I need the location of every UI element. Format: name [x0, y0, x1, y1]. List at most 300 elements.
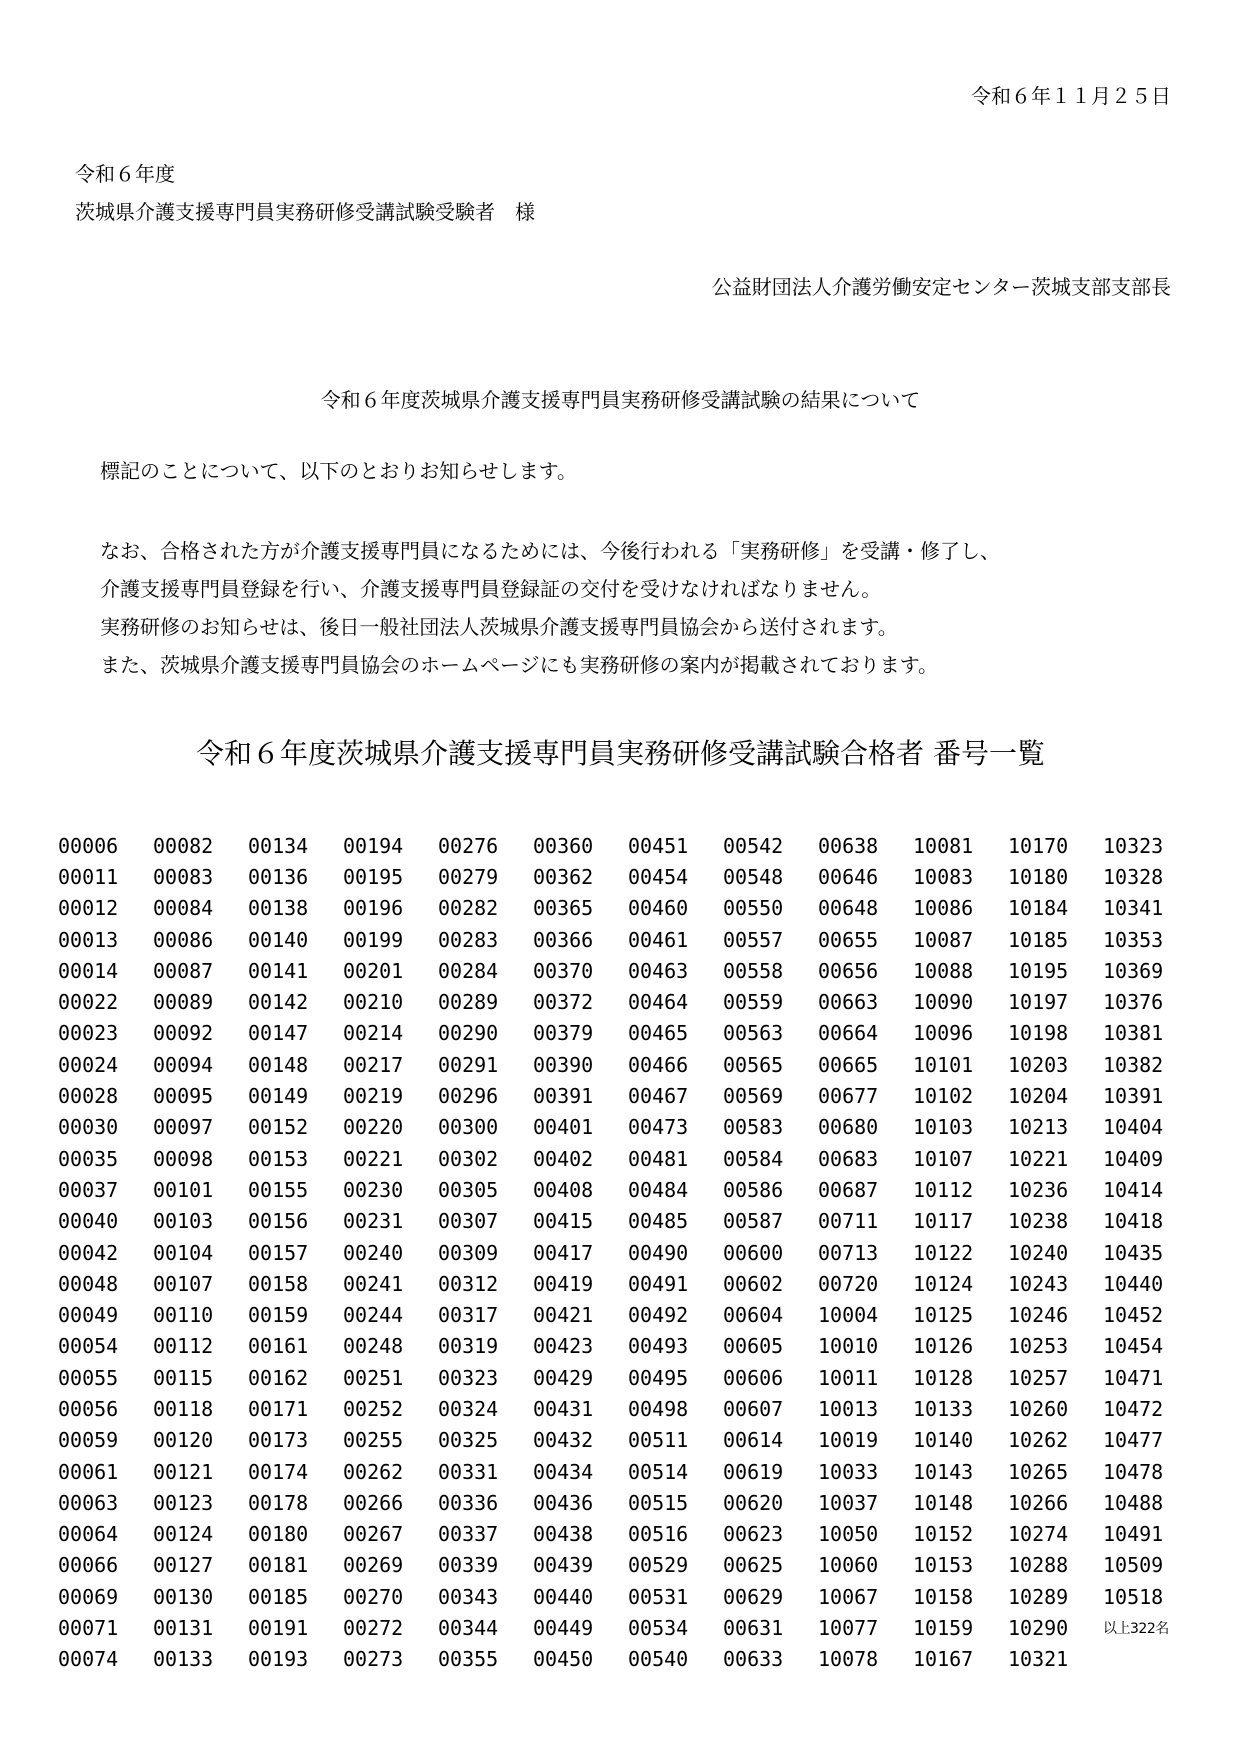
passer-number: 00219: [343, 1084, 404, 1109]
passer-number: 00101: [153, 1177, 214, 1202]
passer-number: 00498: [628, 1396, 689, 1421]
passer-number: 10148: [913, 1490, 974, 1515]
passer-number: 00140: [248, 927, 309, 952]
passer-number: 00152: [248, 1115, 309, 1140]
passer-number: 00006: [58, 833, 119, 858]
passer-number: 00490: [628, 1240, 689, 1265]
passer-number: 00460: [628, 896, 689, 921]
body-line: 介護支援専門員登録を行い、介護支援専門員登録証の交付を受けなければなりません。: [100, 577, 882, 601]
grid-row: [58, 1393, 1238, 1424]
passer-number: 00607: [723, 1396, 784, 1421]
passer-number: 00157: [248, 1240, 309, 1265]
passer-number: 00464: [628, 990, 689, 1015]
passer-number: 00663: [818, 990, 879, 1015]
passer-number: 00185: [248, 1584, 309, 1609]
passer-number: 10381: [1103, 1021, 1164, 1046]
passer-number: 00417: [533, 1240, 594, 1265]
grid-row: [58, 1456, 1238, 1487]
passer-number: 10266: [1008, 1490, 1069, 1515]
passer-number: 00465: [628, 1021, 689, 1046]
passer-number: 00317: [438, 1303, 499, 1328]
passer-number: 00054: [58, 1334, 119, 1359]
passer-number: 00300: [438, 1115, 499, 1140]
passer-number: 00429: [533, 1365, 594, 1390]
passer-number: 10289: [1008, 1584, 1069, 1609]
grid-row: [58, 1080, 1238, 1111]
passer-number: 00324: [438, 1396, 499, 1421]
passer-number: 10011: [818, 1365, 879, 1390]
passer-number: 00063: [58, 1490, 119, 1515]
passer-number: 00087: [153, 958, 214, 983]
passer-number: 10124: [913, 1271, 974, 1296]
grid-row: [58, 1644, 1238, 1675]
passer-number: 10328: [1103, 864, 1164, 889]
passer-number: 00138: [248, 896, 309, 921]
passer-number: 00550: [723, 896, 784, 921]
passer-number: 00307: [438, 1209, 499, 1234]
passer-number: 00440: [533, 1584, 594, 1609]
passer-number: 00118: [153, 1396, 214, 1421]
passer-number: 00629: [723, 1584, 784, 1609]
passer-number: 00466: [628, 1052, 689, 1077]
passer-number: 00282: [438, 896, 499, 921]
passer-number: 00252: [343, 1396, 404, 1421]
passer-number: 00055: [58, 1365, 119, 1390]
passer-number: 00194: [343, 833, 404, 858]
passer-number: 10033: [818, 1459, 879, 1484]
passer-number: 10060: [818, 1553, 879, 1578]
passer-number: 00024: [58, 1052, 119, 1077]
passer-number: 10418: [1103, 1209, 1164, 1234]
passer-number: 00248: [343, 1334, 404, 1359]
passer-number: 10112: [913, 1177, 974, 1202]
passer-number: 10452: [1103, 1303, 1164, 1328]
passer-number: 00290: [438, 1021, 499, 1046]
grid-row: [58, 1487, 1238, 1518]
grid-row: [58, 861, 1238, 892]
passer-number: 10204: [1008, 1084, 1069, 1109]
body-paragraph-1: 標記のことについて、以下のとおりお知らせします。: [100, 459, 577, 483]
passer-number: 00421: [533, 1303, 594, 1328]
passer-number: 00515: [628, 1490, 689, 1515]
passer-number: 10518: [1103, 1584, 1164, 1609]
passer-number: 00531: [628, 1584, 689, 1609]
passer-number: 00074: [58, 1647, 119, 1672]
passer-number: 10238: [1008, 1209, 1069, 1234]
passer-number: 00127: [153, 1553, 214, 1578]
passer-number: 00391: [533, 1084, 594, 1109]
passer-number: 00269: [343, 1553, 404, 1578]
document-date: 令和６年１１月２５日: [971, 84, 1171, 108]
passer-number: 00121: [153, 1459, 214, 1484]
passer-number: 00495: [628, 1365, 689, 1390]
passer-number: 00191: [248, 1616, 309, 1641]
passer-number: 00244: [343, 1303, 404, 1328]
passer-number: 10167: [913, 1647, 974, 1672]
passer-number: 00337: [438, 1522, 499, 1547]
passer-number: 00061: [58, 1459, 119, 1484]
passer-number: 10509: [1103, 1553, 1164, 1578]
passer-number: 00134: [248, 833, 309, 858]
grid-row: [58, 1362, 1238, 1393]
passer-number: 00266: [343, 1490, 404, 1515]
passer-number: 10081: [913, 833, 974, 858]
passer-number: 00485: [628, 1209, 689, 1234]
grid-row: [58, 830, 1238, 861]
passer-number: 00141: [248, 958, 309, 983]
passer-number: 00255: [343, 1428, 404, 1453]
passer-number: 00516: [628, 1522, 689, 1547]
passer-number: 10409: [1103, 1146, 1164, 1171]
passer-number: 00711: [818, 1209, 879, 1234]
passer-number: 00604: [723, 1303, 784, 1328]
passer-number: 00493: [628, 1334, 689, 1359]
passer-number: 00687: [818, 1177, 879, 1202]
passer-number: 10117: [913, 1209, 974, 1234]
passer-number: 00548: [723, 864, 784, 889]
passer-number: 00339: [438, 1553, 499, 1578]
passer-number: 00056: [58, 1396, 119, 1421]
passer-number: 00619: [723, 1459, 784, 1484]
passer-number: 00156: [248, 1209, 309, 1234]
passer-number: 00664: [818, 1021, 879, 1046]
grid-row: [58, 924, 1238, 955]
passer-number: 10087: [913, 927, 974, 952]
grid-row: [58, 1612, 1238, 1643]
passer-number: 10037: [818, 1490, 879, 1515]
passer-number: 00066: [58, 1553, 119, 1578]
passer-number: 00305: [438, 1177, 499, 1202]
passer-number: 00583: [723, 1115, 784, 1140]
passer-number: 00325: [438, 1428, 499, 1453]
passer-number: 00064: [58, 1522, 119, 1547]
passer-number: 10010: [818, 1334, 879, 1359]
passer-number: 00089: [153, 990, 214, 1015]
passer-number: 00201: [343, 958, 404, 983]
grid-row: [58, 1331, 1238, 1362]
passer-number: 00625: [723, 1553, 784, 1578]
passer-number: 00196: [343, 896, 404, 921]
grid-row: [58, 1206, 1238, 1237]
passer-number: 10213: [1008, 1115, 1069, 1140]
passer-number: 00370: [533, 958, 594, 983]
passer-number: 10203: [1008, 1052, 1069, 1077]
passer-number: 10158: [913, 1584, 974, 1609]
passer-number: 00158: [248, 1271, 309, 1296]
fiscal-year: 令和６年度: [75, 162, 175, 186]
addressee: 茨城県介護支援専門員実務研修受講試験受験者 様: [75, 200, 535, 224]
passer-number: 10341: [1103, 896, 1164, 921]
passer-number: 10435: [1103, 1240, 1164, 1265]
passer-number: 00431: [533, 1396, 594, 1421]
passer-number: 00097: [153, 1115, 214, 1140]
passer-number: 00241: [343, 1271, 404, 1296]
passer-number: 00439: [533, 1553, 594, 1578]
passer-number: 00210: [343, 990, 404, 1015]
passer-number: 00600: [723, 1240, 784, 1265]
passer-number: 00584: [723, 1146, 784, 1171]
passer-number: 00173: [248, 1428, 309, 1453]
grid-row: [58, 1143, 1238, 1174]
passer-number: 10197: [1008, 990, 1069, 1015]
passer-number: 00461: [628, 927, 689, 952]
passer-number: 00331: [438, 1459, 499, 1484]
passer-number: 00631: [723, 1616, 784, 1641]
passer-number: 00362: [533, 864, 594, 889]
passer-number: 00309: [438, 1240, 499, 1265]
passer-number: 10013: [818, 1396, 879, 1421]
passer-number: 10288: [1008, 1553, 1069, 1578]
passer-number: 10353: [1103, 927, 1164, 952]
passer-number: 10143: [913, 1459, 974, 1484]
passer-number: 00048: [58, 1271, 119, 1296]
passer-number: 00095: [153, 1084, 214, 1109]
passer-number: 10140: [913, 1428, 974, 1453]
passer-number: 00463: [628, 958, 689, 983]
passer-number: 10152: [913, 1522, 974, 1547]
passer-number: 00713: [818, 1240, 879, 1265]
passer-number: 00454: [628, 864, 689, 889]
passer-number: 10107: [913, 1146, 974, 1171]
passer-number: 00131: [153, 1616, 214, 1641]
passer-number: 00557: [723, 927, 784, 952]
passer-number: 00450: [533, 1647, 594, 1672]
passer-number: 10185: [1008, 927, 1069, 952]
grid-row: [58, 955, 1238, 986]
passer-number: 10102: [913, 1084, 974, 1109]
passer-number: 10086: [913, 896, 974, 921]
grid-row: [58, 1519, 1238, 1550]
passer-number: 00130: [153, 1584, 214, 1609]
passer-number: 00149: [248, 1084, 309, 1109]
passer-number: 00365: [533, 896, 594, 921]
passer-number: 00542: [723, 833, 784, 858]
passer-number: 00142: [248, 990, 309, 1015]
passer-number: 10491: [1103, 1522, 1164, 1547]
passer-number: 00133: [153, 1647, 214, 1672]
passer-number: 00360: [533, 833, 594, 858]
passer-number: 00449: [533, 1616, 594, 1641]
passer-number: 00401: [533, 1115, 594, 1140]
grid-row: [58, 1299, 1238, 1330]
passer-number: 00296: [438, 1084, 499, 1109]
passer-number: 00677: [818, 1084, 879, 1109]
passer-number: 00605: [723, 1334, 784, 1359]
passer-number: 00023: [58, 1021, 119, 1046]
passer-number: 10376: [1103, 990, 1164, 1015]
passer-number: 00083: [153, 864, 214, 889]
passer-number: 00231: [343, 1209, 404, 1234]
passer-number: 10369: [1103, 958, 1164, 983]
passer-number: 00720: [818, 1271, 879, 1296]
passer-number: 00680: [818, 1115, 879, 1140]
passer-number: 00199: [343, 927, 404, 952]
passer-number: 10050: [818, 1522, 879, 1547]
passer-number: 10290: [1008, 1616, 1069, 1641]
passer-number: 00042: [58, 1240, 119, 1265]
passer-number: 00484: [628, 1177, 689, 1202]
passer-number: 00587: [723, 1209, 784, 1234]
passer-number: 00155: [248, 1177, 309, 1202]
passer-number: 10221: [1008, 1146, 1069, 1171]
passer-number: 00491: [628, 1271, 689, 1296]
passer-number: 00372: [533, 990, 594, 1015]
passer-number: 00040: [58, 1209, 119, 1234]
passer-number: 10103: [913, 1115, 974, 1140]
passer-number: 00492: [628, 1303, 689, 1328]
grid-row: [58, 1049, 1238, 1080]
passer-number: 00655: [818, 927, 879, 952]
grid-row: [58, 1237, 1238, 1268]
passer-number: 00665: [818, 1052, 879, 1077]
passer-number: 10159: [913, 1616, 974, 1641]
passer-number: 00028: [58, 1084, 119, 1109]
passer-number: 00195: [343, 864, 404, 889]
passer-number: 00181: [248, 1553, 309, 1578]
passer-number: 10414: [1103, 1177, 1164, 1202]
passer-number: 00262: [343, 1459, 404, 1484]
grid-row: [58, 1018, 1238, 1049]
passer-number: 00272: [343, 1616, 404, 1641]
passer-number: 10125: [913, 1303, 974, 1328]
passer-number: 10321: [1008, 1647, 1069, 1672]
passer-number: 00120: [153, 1428, 214, 1453]
passer-number: 00107: [153, 1271, 214, 1296]
subject-line: 令和６年度茨城県介護支援専門員実務研修受講試験の結果について: [320, 388, 921, 412]
passer-number: 00112: [153, 1334, 214, 1359]
passer-number: 00124: [153, 1522, 214, 1547]
passer-number: 10265: [1008, 1459, 1069, 1484]
passer-number: 10090: [913, 990, 974, 1015]
passer-number: 10391: [1103, 1084, 1164, 1109]
passer-number: 00646: [818, 864, 879, 889]
passer-number: 10153: [913, 1553, 974, 1578]
passer-number: 00540: [628, 1647, 689, 1672]
passer-number: 10184: [1008, 896, 1069, 921]
passer-number: 00230: [343, 1177, 404, 1202]
passer-number: 10198: [1008, 1021, 1069, 1046]
passer-number: 10240: [1008, 1240, 1069, 1265]
passer-number: 00037: [58, 1177, 119, 1202]
passer-number: 00423: [533, 1334, 594, 1359]
body-line: また、茨城県介護支援専門員協会のホームページにも実務研修の案内が掲載されております。: [100, 653, 938, 677]
passer-number: 00302: [438, 1146, 499, 1171]
passer-number: 10404: [1103, 1115, 1164, 1140]
passer-number: 00289: [438, 990, 499, 1015]
passer-number: 00115: [153, 1365, 214, 1390]
total-count-note: 以上322名: [1103, 1621, 1169, 1638]
passer-number: 10077: [818, 1616, 879, 1641]
passer-number: 00267: [343, 1522, 404, 1547]
passer-number: 10477: [1103, 1428, 1164, 1453]
passer-number: 10260: [1008, 1396, 1069, 1421]
passer-number: 10126: [913, 1334, 974, 1359]
grid-row: [58, 1550, 1238, 1581]
passer-number: 10236: [1008, 1177, 1069, 1202]
passer-number: 10323: [1103, 833, 1164, 858]
passer-number: 10195: [1008, 958, 1069, 983]
passer-number: 00511: [628, 1428, 689, 1453]
passer-number: 00283: [438, 927, 499, 952]
passer-number: 00633: [723, 1647, 784, 1672]
passer-number: 00123: [153, 1490, 214, 1515]
passer-number: 10067: [818, 1584, 879, 1609]
passer-number: 10083: [913, 864, 974, 889]
passer-number: 10128: [913, 1365, 974, 1390]
passer-number: 10096: [913, 1021, 974, 1046]
passer-number: 00270: [343, 1584, 404, 1609]
passer-number: 00473: [628, 1115, 689, 1140]
passer-number: 00022: [58, 990, 119, 1015]
body-line: 実務研修のお知らせは、後日一般社団法人茨城県介護支援専門員協会から送付されます。: [100, 615, 898, 639]
passer-number: 00035: [58, 1146, 119, 1171]
passer-number: 00323: [438, 1365, 499, 1390]
passer-number: 00084: [153, 896, 214, 921]
passer-number: 00438: [533, 1522, 594, 1547]
passer-number: 00312: [438, 1271, 499, 1296]
sender: 公益財団法人介護労働安定センター茨城支部支部長: [711, 275, 1171, 299]
passer-number: 10472: [1103, 1396, 1164, 1421]
passer-number: 10488: [1103, 1490, 1164, 1515]
passer-number: 10133: [913, 1396, 974, 1421]
passer-number: 00082: [153, 833, 214, 858]
passer-number: 00291: [438, 1052, 499, 1077]
grid-row: [58, 1581, 1238, 1612]
passer-number: 00273: [343, 1647, 404, 1672]
body-paragraph-2: [100, 532, 1000, 684]
passer-number: 00432: [533, 1428, 594, 1453]
passer-number: 00481: [628, 1146, 689, 1171]
passer-number: 10101: [913, 1052, 974, 1077]
passer-number: 00514: [628, 1459, 689, 1484]
grid-row: [58, 1268, 1238, 1299]
passer-number: 00434: [533, 1459, 594, 1484]
passer-number: 00529: [628, 1553, 689, 1578]
passer-number: 00193: [248, 1647, 309, 1672]
passer-number: 00402: [533, 1146, 594, 1171]
passer-number: 00355: [438, 1647, 499, 1672]
passer-number: 00276: [438, 833, 499, 858]
body-line: なお、合格された方が介護支援専門員になるためには、今後行われる「実務研修」を受講・修了し、: [100, 539, 1000, 563]
passer-number: 00344: [438, 1616, 499, 1641]
passer-number: 10382: [1103, 1052, 1164, 1077]
passer-number: 00620: [723, 1490, 784, 1515]
grid-row: [58, 1425, 1238, 1456]
passer-number: 00606: [723, 1365, 784, 1390]
passer-number: 00220: [343, 1115, 404, 1140]
passer-number: 00011: [58, 864, 119, 889]
passer-number: 00159: [248, 1303, 309, 1328]
passer-number: 00366: [533, 927, 594, 952]
passer-number: 00343: [438, 1584, 499, 1609]
passer-number: 00104: [153, 1240, 214, 1265]
passer-number: 10471: [1103, 1365, 1164, 1390]
passer-number: 00534: [628, 1616, 689, 1641]
passer-number: 10257: [1008, 1365, 1069, 1390]
passer-number: 10019: [818, 1428, 879, 1453]
passer-number: 10180: [1008, 864, 1069, 889]
passer-number: 00319: [438, 1334, 499, 1359]
passer-number: 00180: [248, 1522, 309, 1547]
passer-number: 00147: [248, 1021, 309, 1046]
passer-number: 00656: [818, 958, 879, 983]
passer-number: 00240: [343, 1240, 404, 1265]
passer-number: 00559: [723, 990, 784, 1015]
passer-number: 00408: [533, 1177, 594, 1202]
passer-number: 00558: [723, 958, 784, 983]
passer-number: 00094: [153, 1052, 214, 1077]
passer-number: 00110: [153, 1303, 214, 1328]
